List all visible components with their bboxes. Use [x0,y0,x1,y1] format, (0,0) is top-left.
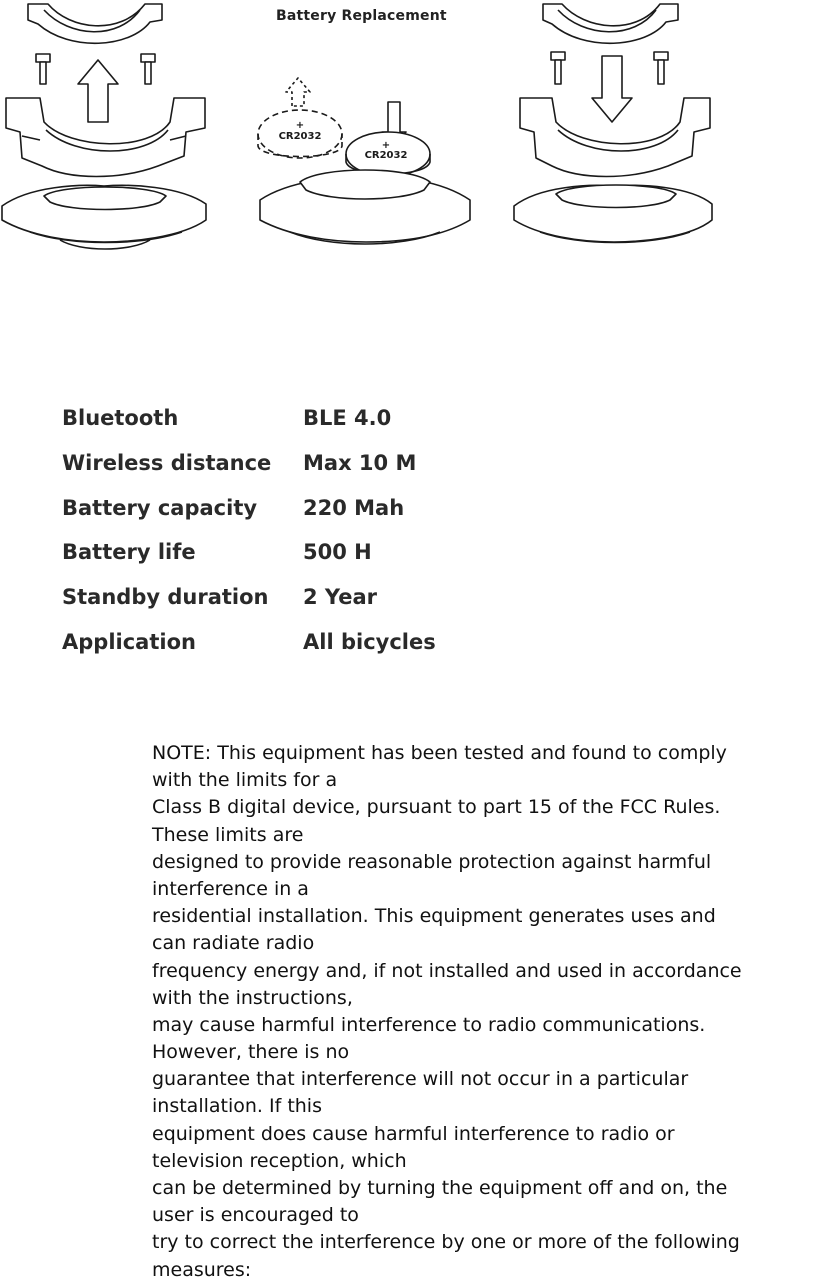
spec-value: Max 10 M [303,451,417,475]
note-line: user is encouraged to [152,1204,359,1227]
note-line: may cause harmful interference to radio communications. [152,1013,706,1036]
spec-label: Bluetooth [62,406,179,430]
note-line: However, there is no [152,1041,350,1064]
note-line: guarantee that interference will not occur in a particular [152,1068,689,1091]
left-assembly [2,4,206,249]
battery-replacement-diagram [0,0,828,270]
spec-value: All bicycles [303,630,436,654]
note-line: with the instructions, [152,986,353,1009]
fcc-note [152,740,828,1284]
note-line: designed to provide reasonable protection against harmful [152,850,712,873]
old-battery-label: CR2032 [278,131,322,142]
right-assembly [514,4,712,243]
new-battery-label: CR2032 [364,150,408,161]
note-line: frequency energy and, if not installed and used in accordance [152,959,742,982]
battery-replacement-illustration [0,0,828,270]
spec-label: Standby duration [62,585,269,609]
note-line: residential installation. This equipment generates uses and [152,905,716,928]
note-line: installation. If this [152,1095,322,1118]
note-line: equipment does cause harmful interference to radio or [152,1122,675,1145]
spec-label: Application [62,630,196,654]
spec-value: 220 Mah [303,496,405,520]
note-line: can be determined by turning the equipment off and on, the [152,1177,728,1199]
spec-label: Wireless distance [62,451,272,475]
spec-label: Battery capacity [62,496,258,520]
note-line: measures: [152,1258,252,1281]
spec-label: Battery life [62,540,196,564]
note-line: interference in a [152,877,309,900]
diagram-title: Battery Replacement [276,8,447,24]
note-line: with the limits for a [152,769,338,792]
new-battery-plus: + [381,140,391,151]
note-line: NOTE: This equipment has been tested and found to comply [152,742,727,764]
middle-assembly [258,78,470,244]
note-line: can radiate radio [152,932,315,955]
note-line: These limits are [152,823,304,846]
spec-value: 500 H [303,540,372,564]
note-line: television reception, which [152,1149,407,1172]
spec-value: BLE 4.0 [303,406,392,430]
spec-value: 2 Year [303,585,377,609]
note-line: try to correct the interference by one or more of the following [152,1231,740,1254]
old-battery-plus: + [295,120,305,131]
note-line: Class B digital device, pursuant to part 15 of the FCC Rules. [152,796,721,819]
